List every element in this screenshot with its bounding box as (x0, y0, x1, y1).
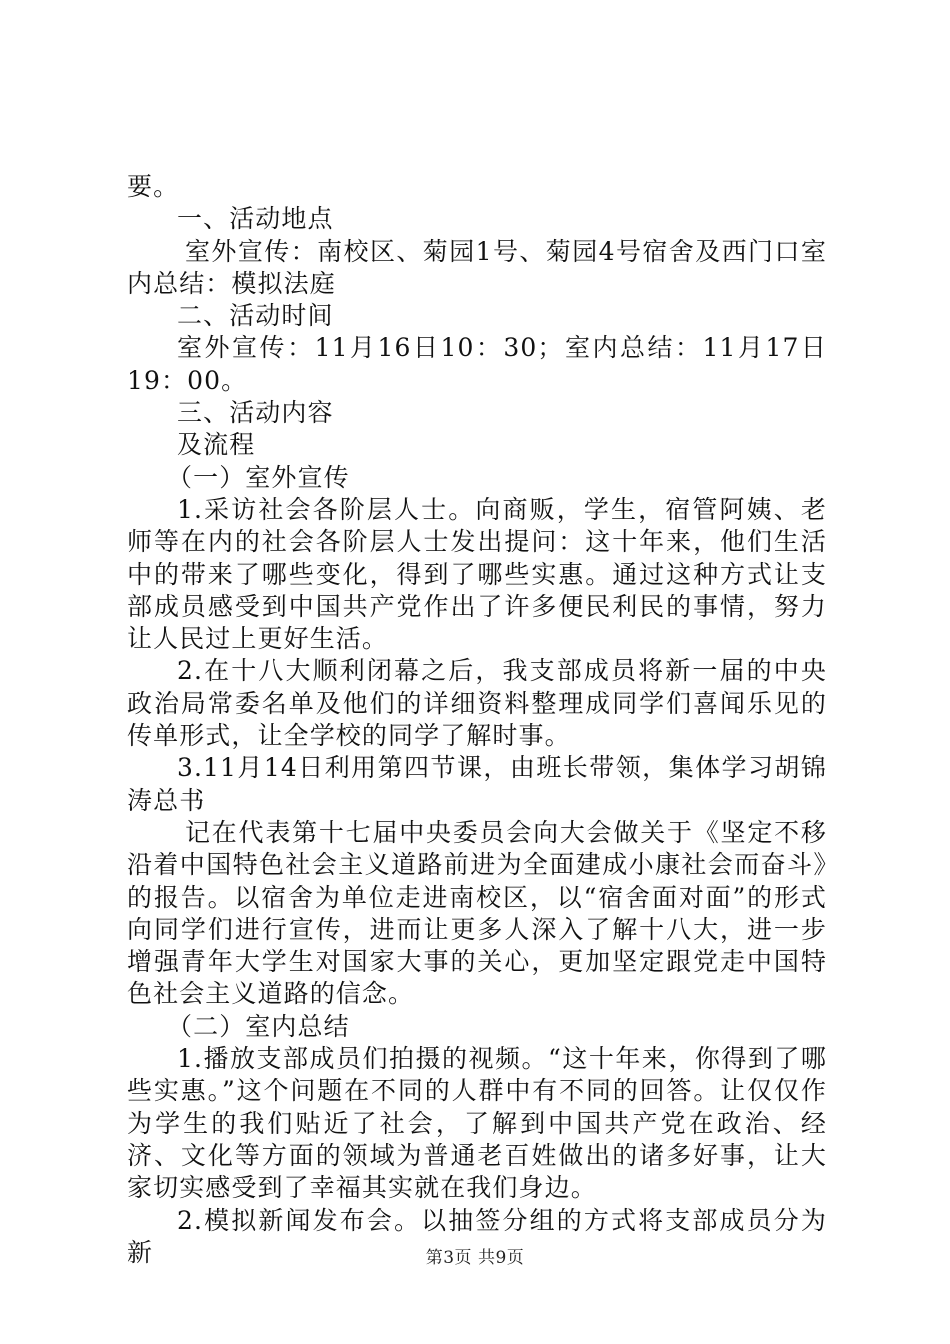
paragraph-outdoor-item-3: 3.11月14日利用第四节课，由班长带领，集体学习胡锦涛总书 (127, 753, 827, 815)
subheading-outdoor-promotion: （一）室外宣传 (167, 462, 350, 492)
heading-activity-content: 三、活动内容 (177, 398, 334, 428)
paragraph-continuation: 要。 (127, 172, 180, 201)
heading-activity-process: 及流程 (177, 430, 256, 460)
paragraph-outdoor-item-2: 2.在十八大顺利闭幕之后，我支部成员将新一届的中央政治局常委名单及他们的详细资料整理成同学们喜闻乐见的传单形式，让全学校的同学了解时事。 (127, 656, 827, 751)
paragraph-indoor-item-1: 1.播放支部成员们拍摄的视频。“这十年来，你得到了哪些实惠。”这个问题在不同的人群中有不同的回答。让仅仅作为学生的我们贴近了社会，了解到中国共产党在政治、经济、文化等方面的领域为普通老百姓做出的诸多好事，让大家切实感受到了幸福其实就在我们身边。 (127, 1044, 827, 1203)
heading-activity-location: 一、活动地点 (177, 204, 334, 234)
paragraph-indoor-item-2: 2.模拟新闻发布会。以抽签分组的方式将支部成员分为新 (127, 1205, 827, 1267)
paragraph-outdoor-item-3-cont: 记在代表第十七届中央委员会向大会做关于《坚定不移沿着中国特色社会主义道路前进为全面建成小康社会而奋斗》的报告。以宿舍为单位走进南校区，以“宿舍面对面”的形式向同学们进行宣传，进而让更多人深入了解十八大，进一步增强青年大学生对国家大事的关心，更加坚定跟党走中国特色社会主义道路的信念。 (127, 817, 827, 1009)
page-number: 第3页 共9页 (425, 1248, 525, 1268)
paragraph-time-detail: 室外宣传：11月16日10：30；室内总结：11月17日19：00。 (127, 333, 827, 395)
subheading-indoor-summary: （二）室内总结 (167, 1011, 350, 1041)
paragraph-outdoor-item-1: 1.采访社会各阶层人士。向商贩，学生，宿管阿姨、老师等在内的社会各阶层人士发出提问：这十年来，他们生活中的带来了哪些变化，得到了哪些实惠。通过这种方式让支部成员感受到中国共产党作出了许多便民利民的事情，努力让人民过上更好生活。 (127, 494, 827, 654)
paragraph-location-detail: 室外宣传：南校区、菊园1号、菊园4号宿舍及西门口室内总结：模拟法庭 (127, 236, 827, 298)
document-body (127, 171, 827, 1269)
heading-activity-time: 二、活动时间 (177, 301, 334, 331)
